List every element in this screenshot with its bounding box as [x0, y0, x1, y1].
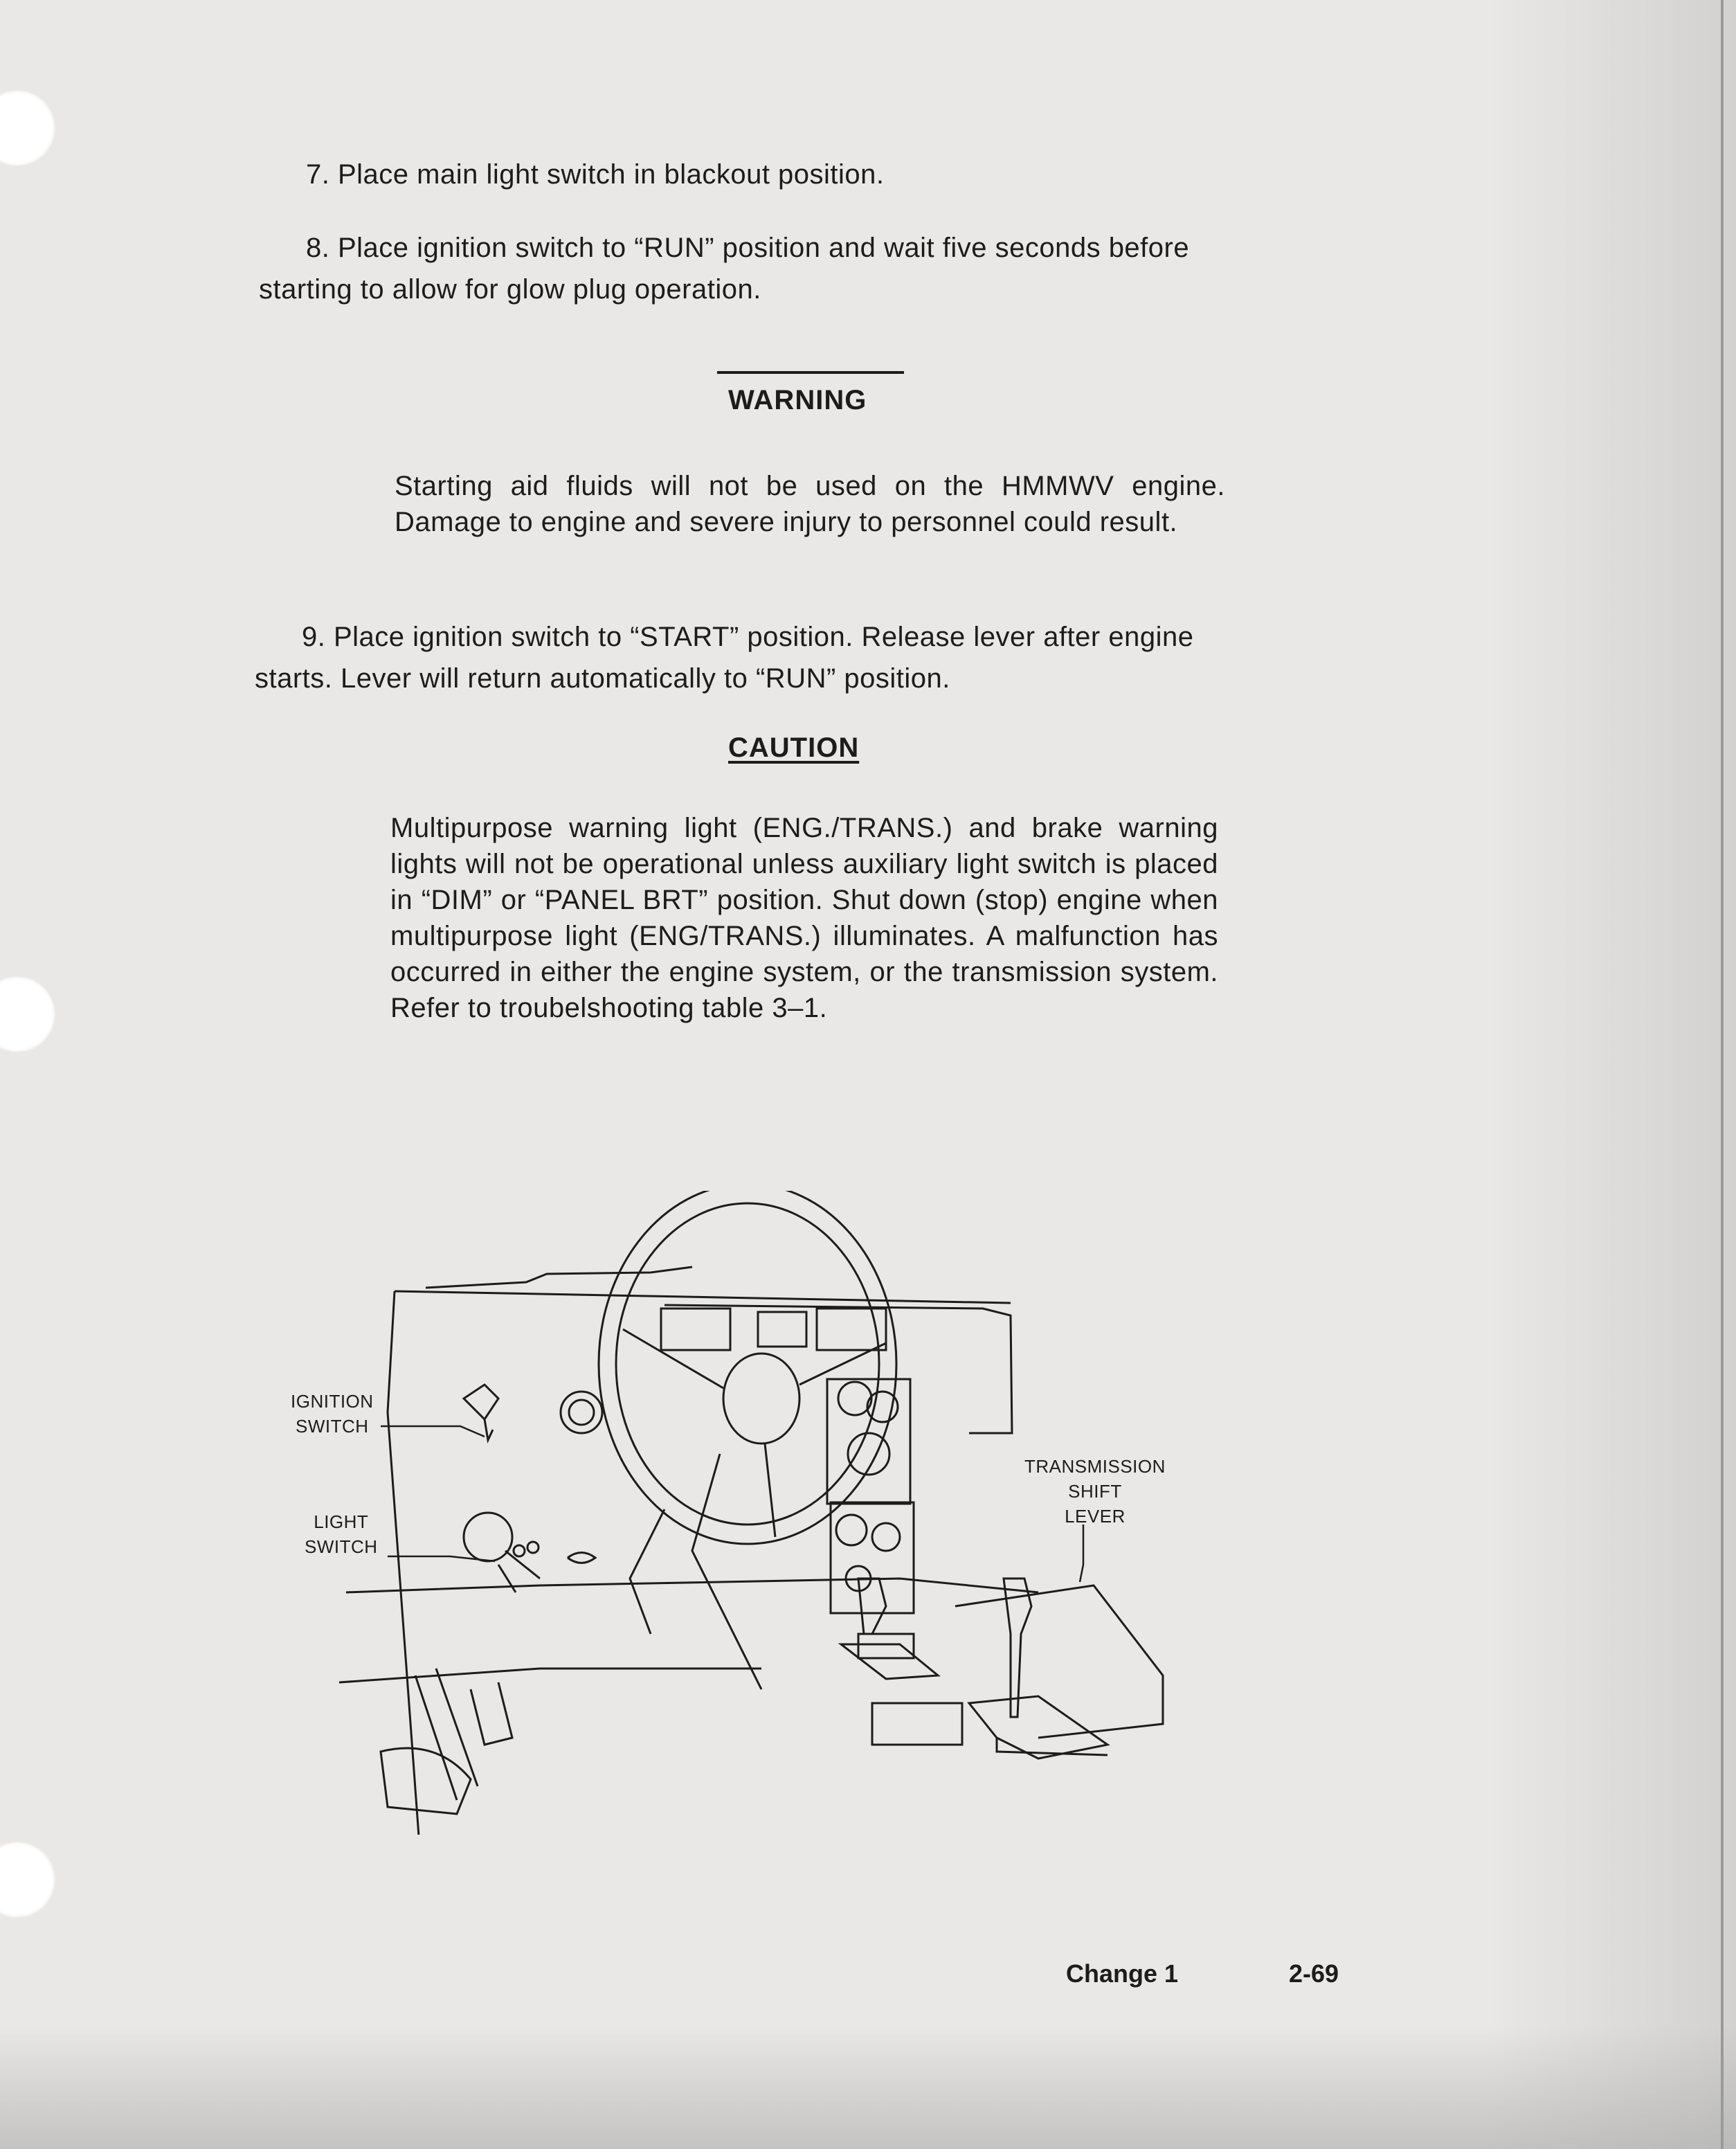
ignition-leader: [381, 1426, 485, 1437]
change-number: Change 1: [1066, 1959, 1179, 1988]
binder-hole-middle: [0, 976, 55, 1052]
floor-plate: [872, 1703, 962, 1745]
steering-spokes: [623, 1329, 886, 1537]
dash-top-edge: [426, 1267, 692, 1288]
transmission-shift-lever-label: TRANSMISSION SHIFT LEVER: [1024, 1456, 1166, 1527]
step-8-line-2: starting to allow for glow plug operation.: [259, 274, 761, 305]
steering-wheel-rim: [599, 1191, 896, 1544]
step-9-line-2: starts. Lever will return automatically to “RUN” position.: [255, 663, 950, 694]
ignition-switch: [464, 1385, 498, 1419]
caution-heading: CAUTION: [728, 732, 860, 763]
binder-hole-top: [0, 90, 55, 166]
bottom-edge-shadow: [0, 2024, 1736, 2149]
instrument-panel: [664, 1305, 1012, 1433]
gauge-cluster-lower: [831, 1502, 914, 1613]
pull-knob: [568, 1553, 595, 1563]
accelerator-pedal: [381, 1748, 471, 1814]
step-7: 7. Place main light switch in blackout position.: [306, 159, 885, 190]
steering-column: [692, 1454, 761, 1689]
page-edge-shadow: [1487, 0, 1736, 2149]
dash-top-line: [395, 1291, 1011, 1303]
warning-heading: WARNING: [728, 385, 867, 415]
steering-wheel-hub: [723, 1354, 799, 1444]
brake-pedal: [471, 1682, 512, 1745]
binder-hole-bottom: [0, 1842, 55, 1918]
warning-text: Starting aid fluids will not be used on the HMMWV engine. Damage to engine and severe injury to personnel could result.: [395, 471, 1225, 537]
gauge-5: [872, 1523, 900, 1551]
warning-rule: [717, 371, 904, 374]
vent-left: [661, 1309, 730, 1350]
page-edge-line: [1721, 0, 1724, 2149]
round-gauge: [561, 1392, 602, 1433]
shift-console: [969, 1696, 1107, 1759]
light-switch: [464, 1513, 512, 1561]
gauge-1: [838, 1382, 871, 1415]
caution-text: Multipurpose warning light (ENG./TRANS.) and brake warning lights will not be operational unless auxiliary light switch is placed in “DIM” or “PANEL BRT” position. Shut down (stop) engine when multipurpose light (ENG/TRANS.) illuminates. A malfunction has occurred in either the engine system, or the transmission system. Refer to troubelshooting table 3–1.: [390, 813, 1218, 1023]
transfer-lever-base: [858, 1634, 914, 1658]
step-8-line-1: 8. Place ignition switch to “RUN” position and wait five seconds before: [306, 233, 1190, 263]
page-number: 2-69: [1289, 1959, 1339, 1988]
ignition-switch-label: IGNITION SWITCH: [291, 1391, 374, 1437]
transfer-lever-handle: [858, 1579, 886, 1634]
display-window: [758, 1312, 806, 1347]
gauge-4: [836, 1515, 867, 1545]
transmission-leader: [1080, 1525, 1083, 1582]
light-switch-label: LIGHT SWITCH: [305, 1511, 378, 1557]
step-9-line-1: 9. Place ignition switch to “START” position. Release lever after engine: [302, 622, 1194, 652]
gauge-cluster-left: [827, 1379, 910, 1504]
